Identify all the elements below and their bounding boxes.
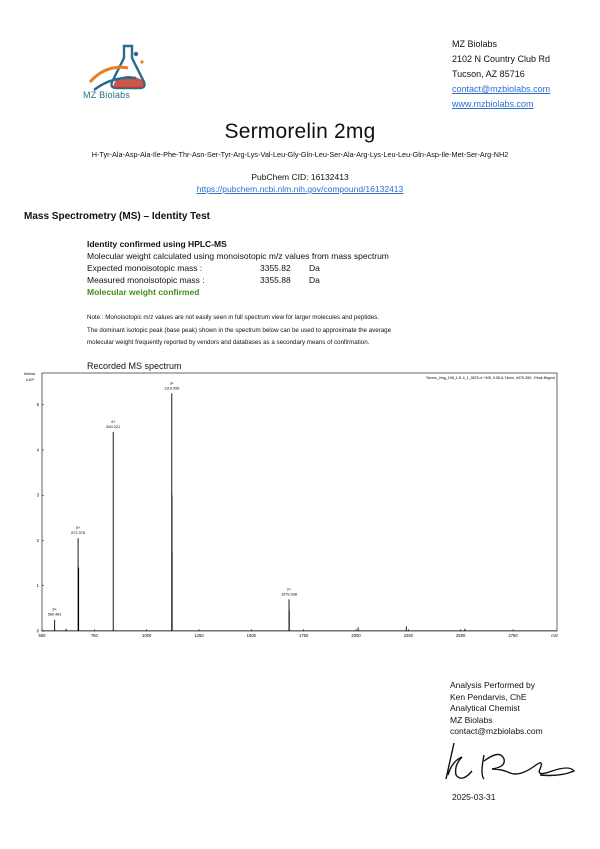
analyst-title: Analytical Chemist [450,703,520,714]
peak-mz-label: 840.221 [106,424,121,429]
y-axis-unit: x10⁸ [26,377,35,382]
signoff-line: Analysis Performed by [450,680,536,690]
peak-charge-label: 5+ [75,526,81,531]
y-axis-label: Intens. [24,371,37,376]
identity-title: Identity confirmed using HPLC-MS [87,239,227,249]
company-street: 2102 N Country Club Rd [452,54,551,64]
measured-mass-value: 3355.88 [260,275,291,285]
signoff-block [450,680,543,738]
expected-mass-value: 3355.82 [260,263,291,273]
expected-mass-unit: Da [309,263,320,273]
x-axis-label: m/z [551,633,558,638]
y-tick-label: 5 [36,402,39,408]
section-heading: Mass Spectrometry (MS) – Identity Test [24,211,210,222]
y-tick-label: 4 [36,447,39,453]
peak-mz-label: 560.481 [47,612,62,617]
measured-mass-row [87,274,389,286]
company-website-link[interactable]: www.mzbiolabs.com [452,99,534,109]
y-tick-label: 1 [36,583,39,589]
peptide-sequence: H-Tyr-Ala-Asp-Ala-Ile-Phe-Thr-Asn-Ser-Tyr-Arg-Lys-Val-Leu-Gly-Gln-Leu-Ser-Ala-Arg-Lys-Leu-Leu-Gln-Asp-Ile-Met-Ser-Arg-NH2 [91,150,509,159]
analyst-name: Ken Pendarvis, ChE [450,691,527,702]
x-tick-label: 1000 [142,633,152,638]
y-tick-label: 2 [36,537,39,543]
y-tick-label: 0 [36,628,39,634]
signoff-email: contact@mzbiolabs.com [450,726,543,737]
peak-charge-label: 4+ [111,419,116,424]
note-line: molecular weight frequently reported by vendors and databases as a secondary means of confirmation. [87,339,370,346]
x-tick-label: 500 [38,633,46,638]
x-tick-label: 2500 [456,633,466,638]
identity-description: Molecular weight calculated using monoisotopic m/z values from mass spectrum [87,251,389,261]
note-line: The dominant isotopic peak (base peak) shown in the spectrum below can be used to approximate the average [87,326,392,334]
company-city: Tucson, AZ 85716 [452,69,525,79]
logo-text: MZ Biolabs [83,90,131,100]
plot-frame [42,373,557,631]
peak-mz-label: 1119.959 [164,386,180,391]
confirmation-text: Molecular weight confirmed [87,287,200,297]
signoff-company: MZ Biolabs [450,714,493,725]
pubchem-link[interactable]: https://pubchem.ncbi.nlm.nih.gov/compound/16132413 [196,184,404,194]
company-address [452,37,550,112]
measured-mass-unit: Da [309,275,320,285]
spectrum-title: Recorded MS spectrum [87,361,182,371]
product-title: Sermorelin 2mg [224,120,376,143]
note-line: Note : Monoisotopic m/z values are not easily seen in full spectrum view for larger molecules and peptides. [87,314,379,321]
x-tick-label: 1250 [194,633,204,638]
expected-mass-row [87,262,389,274]
peak-mz-label: 672.378 [71,531,85,536]
peak-mz-label: 1679.938 [281,592,297,597]
spectrum-header-text: Sermo_2mg_108_1-E-4_1_9675.d: +MS, 6.55-6.74min, #379-390, -Peak Bkgrnd [426,376,555,380]
company-name: MZ Biolabs [452,39,498,49]
handwritten-signature [440,735,580,790]
expected-mass-label: Expected monoisotopic mass : [87,263,203,273]
identity-block [87,238,389,298]
pubchem-cid: PubChem CID: 16132413 [251,172,349,182]
signoff-date: 2025-03-31 [452,792,496,802]
y-tick-label: 3 [36,492,39,498]
x-tick-label: 2000 [351,633,361,638]
x-tick-label: 1500 [246,633,257,638]
x-tick-label: 1750 [299,633,309,638]
peak-charge-label: 3+ [169,381,174,386]
company-email-link[interactable]: contact@mzbiolabs.com [452,84,551,94]
note [87,312,507,350]
peak-charge-label: 6+ [52,607,57,612]
peak-charge-label: 2+ [286,587,292,592]
ms-spectrum-chart [22,369,562,641]
x-tick-label: 2250 [403,633,414,638]
x-tick-label: 750 [90,633,98,638]
x-tick-label: 2750 [508,633,518,638]
measured-mass-label: Measured monoisotopic mass : [87,275,205,285]
